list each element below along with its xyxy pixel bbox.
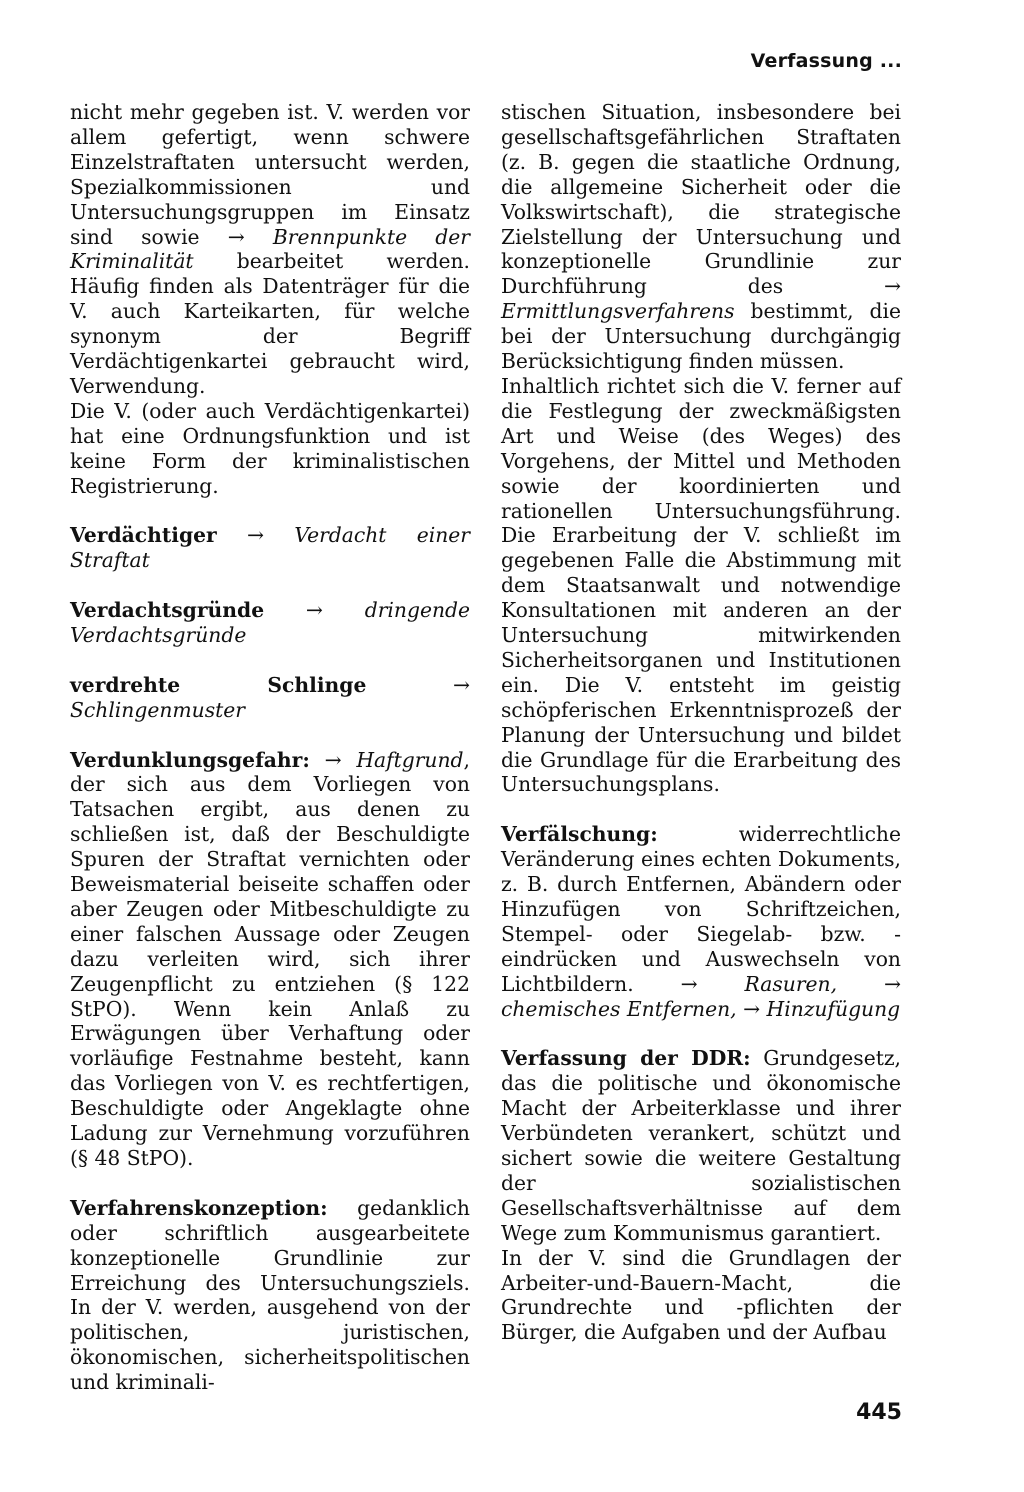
page-number: 445 bbox=[856, 1400, 902, 1425]
cross-reference: Rasuren, bbox=[744, 971, 838, 996]
left-column bbox=[70, 100, 470, 1395]
cross-reference: Verdacht einer Straftat bbox=[70, 523, 470, 573]
entry-verdaechtiger bbox=[70, 523, 470, 573]
right-column bbox=[501, 100, 901, 1345]
headword: verdrehte Schlinge bbox=[70, 672, 367, 697]
headword: Verfälschung: bbox=[501, 822, 658, 847]
entry-verfaelschung bbox=[501, 822, 901, 1021]
text: bearbeitet werden. Häufig finden als Datenträger für die V. auch Karteikarten, für welche synonym der Begriff Verdächtigenkartei gebraucht wird, Verwendung. bbox=[70, 249, 470, 398]
paragraph: Inhaltlich richtet sich die V. ferner auf die Festlegung der zweckmäßigsten Art und Weise (des Weges) des Vorgehens, der Mittel und Methoden sowie der koordinierten und rationellen Untersuchungsführung. Die Erarbeitung der V. schließt im gegebenen Falle die Abstimmung mit dem Staatsanwalt und notwendige Konsultationen mit anderen an der Untersuchung mitwirkenden Sicherheitsorganen und Institutionen ein. Die V. entsteht im geistig schöpferischen Erkenntnisprozeß der Planung der Untersuchung und bildet die Grundlage für die Erarbeitung des Untersuchungsplans. bbox=[501, 373, 901, 797]
definition: , der sich aus dem Vorliegen von Tatsachen ergibt, aus denen zu schließen ist, daß der Beschuldigte Spuren der Straftat vernichten oder Beweismaterial beiseite schaffen oder aber Zeugen oder Mitbeschuldigte zu einer falschen Aussage oder Zeugen dazu verleiten wird, sich ihrer Zeugenpflicht zu entziehen (§ 122 StPO). Wenn kein Anlaß zu Erwägungen über Verhaftung oder vorläufige Festnahme besteht, kann das Vorliegen von V. es rechtfertigen, Beschuldigte oder Angeklagte ohne Ladung zur Vernehmung vorzuführen (§ 48 StPO). bbox=[70, 747, 470, 1170]
paragraph-continuation bbox=[70, 100, 470, 399]
definition: widerrechtliche Veränderung eines echten Dokuments, z. B. durch Entfernen, Abändern oder Hinzufügen von Schriftzeichen, Stempel- oder Siegelab- bzw. -eindrücken und Auswechseln von Lichtbildern. bbox=[501, 822, 901, 996]
text: nicht mehr gegeben ist. V. werden vor allem gefertigt, wenn schwere Einzelstraftaten untersucht werden, Spezialkommissionen und Untersuchungsgruppen im Einsatz sind sowie → bbox=[70, 100, 470, 249]
arrow: → bbox=[216, 523, 295, 548]
paragraph-continuation bbox=[501, 100, 901, 374]
cross-reference: chemisches Entfernen, bbox=[501, 996, 737, 1021]
text: stischen Situation, insbesondere bei gesellschaftsgefährlichen Straftaten (z. B. gegen die staatliche Ordnung, die allgemeine Sicherheit oder die Volkswirtschaft), die strategische Zielstellung der Untersuchung und konzeptionelle Grundlinie zur Durchführung des → bbox=[501, 100, 901, 299]
headword: Verfassung der DDR: bbox=[501, 1046, 751, 1071]
entry-verdachtsgruende bbox=[70, 598, 470, 648]
arrow: → bbox=[264, 598, 365, 623]
cross-reference: Brennpunkte der Kriminalität bbox=[70, 224, 470, 274]
entry-verfassung-der-ddr bbox=[501, 1046, 901, 1245]
definition: gedanklich oder schriftlich ausgearbeitete konzeptionelle Grundlinie zur Erreichung des Untersuchungsziels. In der V. werden, ausgehend von der politischen, juristischen, ökonomischen, sicherheitspolitischen und kriminali- bbox=[70, 1195, 470, 1395]
headword: Verdachtsgründe bbox=[70, 598, 265, 623]
arrow: → bbox=[680, 971, 745, 996]
headword: Verdächtiger bbox=[70, 523, 217, 548]
paragraph: Die V. (oder auch Verdächtigenkartei) hat eine Ordnungsfunktion und ist keine Form der kriminalistischen Registrierung. bbox=[70, 398, 470, 498]
arrow: → bbox=[837, 971, 901, 996]
entry-verdunklungsgefahr bbox=[70, 748, 470, 1171]
headword: Verdunklungsgefahr: bbox=[70, 747, 310, 772]
headword: Verfahrenskonzeption: bbox=[70, 1195, 328, 1220]
cross-reference: dringende Verdachtsgründe bbox=[70, 598, 470, 647]
cross-reference: Ermittlungsverfahrens bbox=[501, 299, 735, 324]
arrow: → bbox=[309, 747, 357, 772]
paragraph: In der V. sind die Grundlagen der Arbeiter-und-Bauern-Macht, die Grundrechte und -pflichten der Bürger, die Aufgaben und der Aufbau bbox=[501, 1245, 901, 1345]
cross-reference: Schlingenmuster bbox=[70, 697, 245, 722]
definition: Grundgesetz, das die politische und ökonomische Macht der Arbeiterklasse und ihrer Verbündeten verankert, schützt und sichert sowie die weitere Gestaltung der sozialistischen Gesellschaftsverhältnisse auf dem Wege zum Kommunismus garantiert. bbox=[501, 1046, 901, 1245]
arrow: → bbox=[736, 996, 767, 1021]
cross-reference: Hinzufügung bbox=[766, 996, 901, 1021]
arrow: → bbox=[366, 672, 470, 697]
entry-verfahrenskonzeption bbox=[70, 1196, 470, 1395]
text: bestimmt, die bei der Untersuchung durchgängig Berücksichtigung finden müssen. bbox=[501, 299, 901, 374]
cross-reference: Haftgrund bbox=[356, 747, 464, 772]
entry-verdrehte-schlinge bbox=[70, 673, 470, 723]
running-head: Verfassung ... bbox=[750, 50, 902, 72]
